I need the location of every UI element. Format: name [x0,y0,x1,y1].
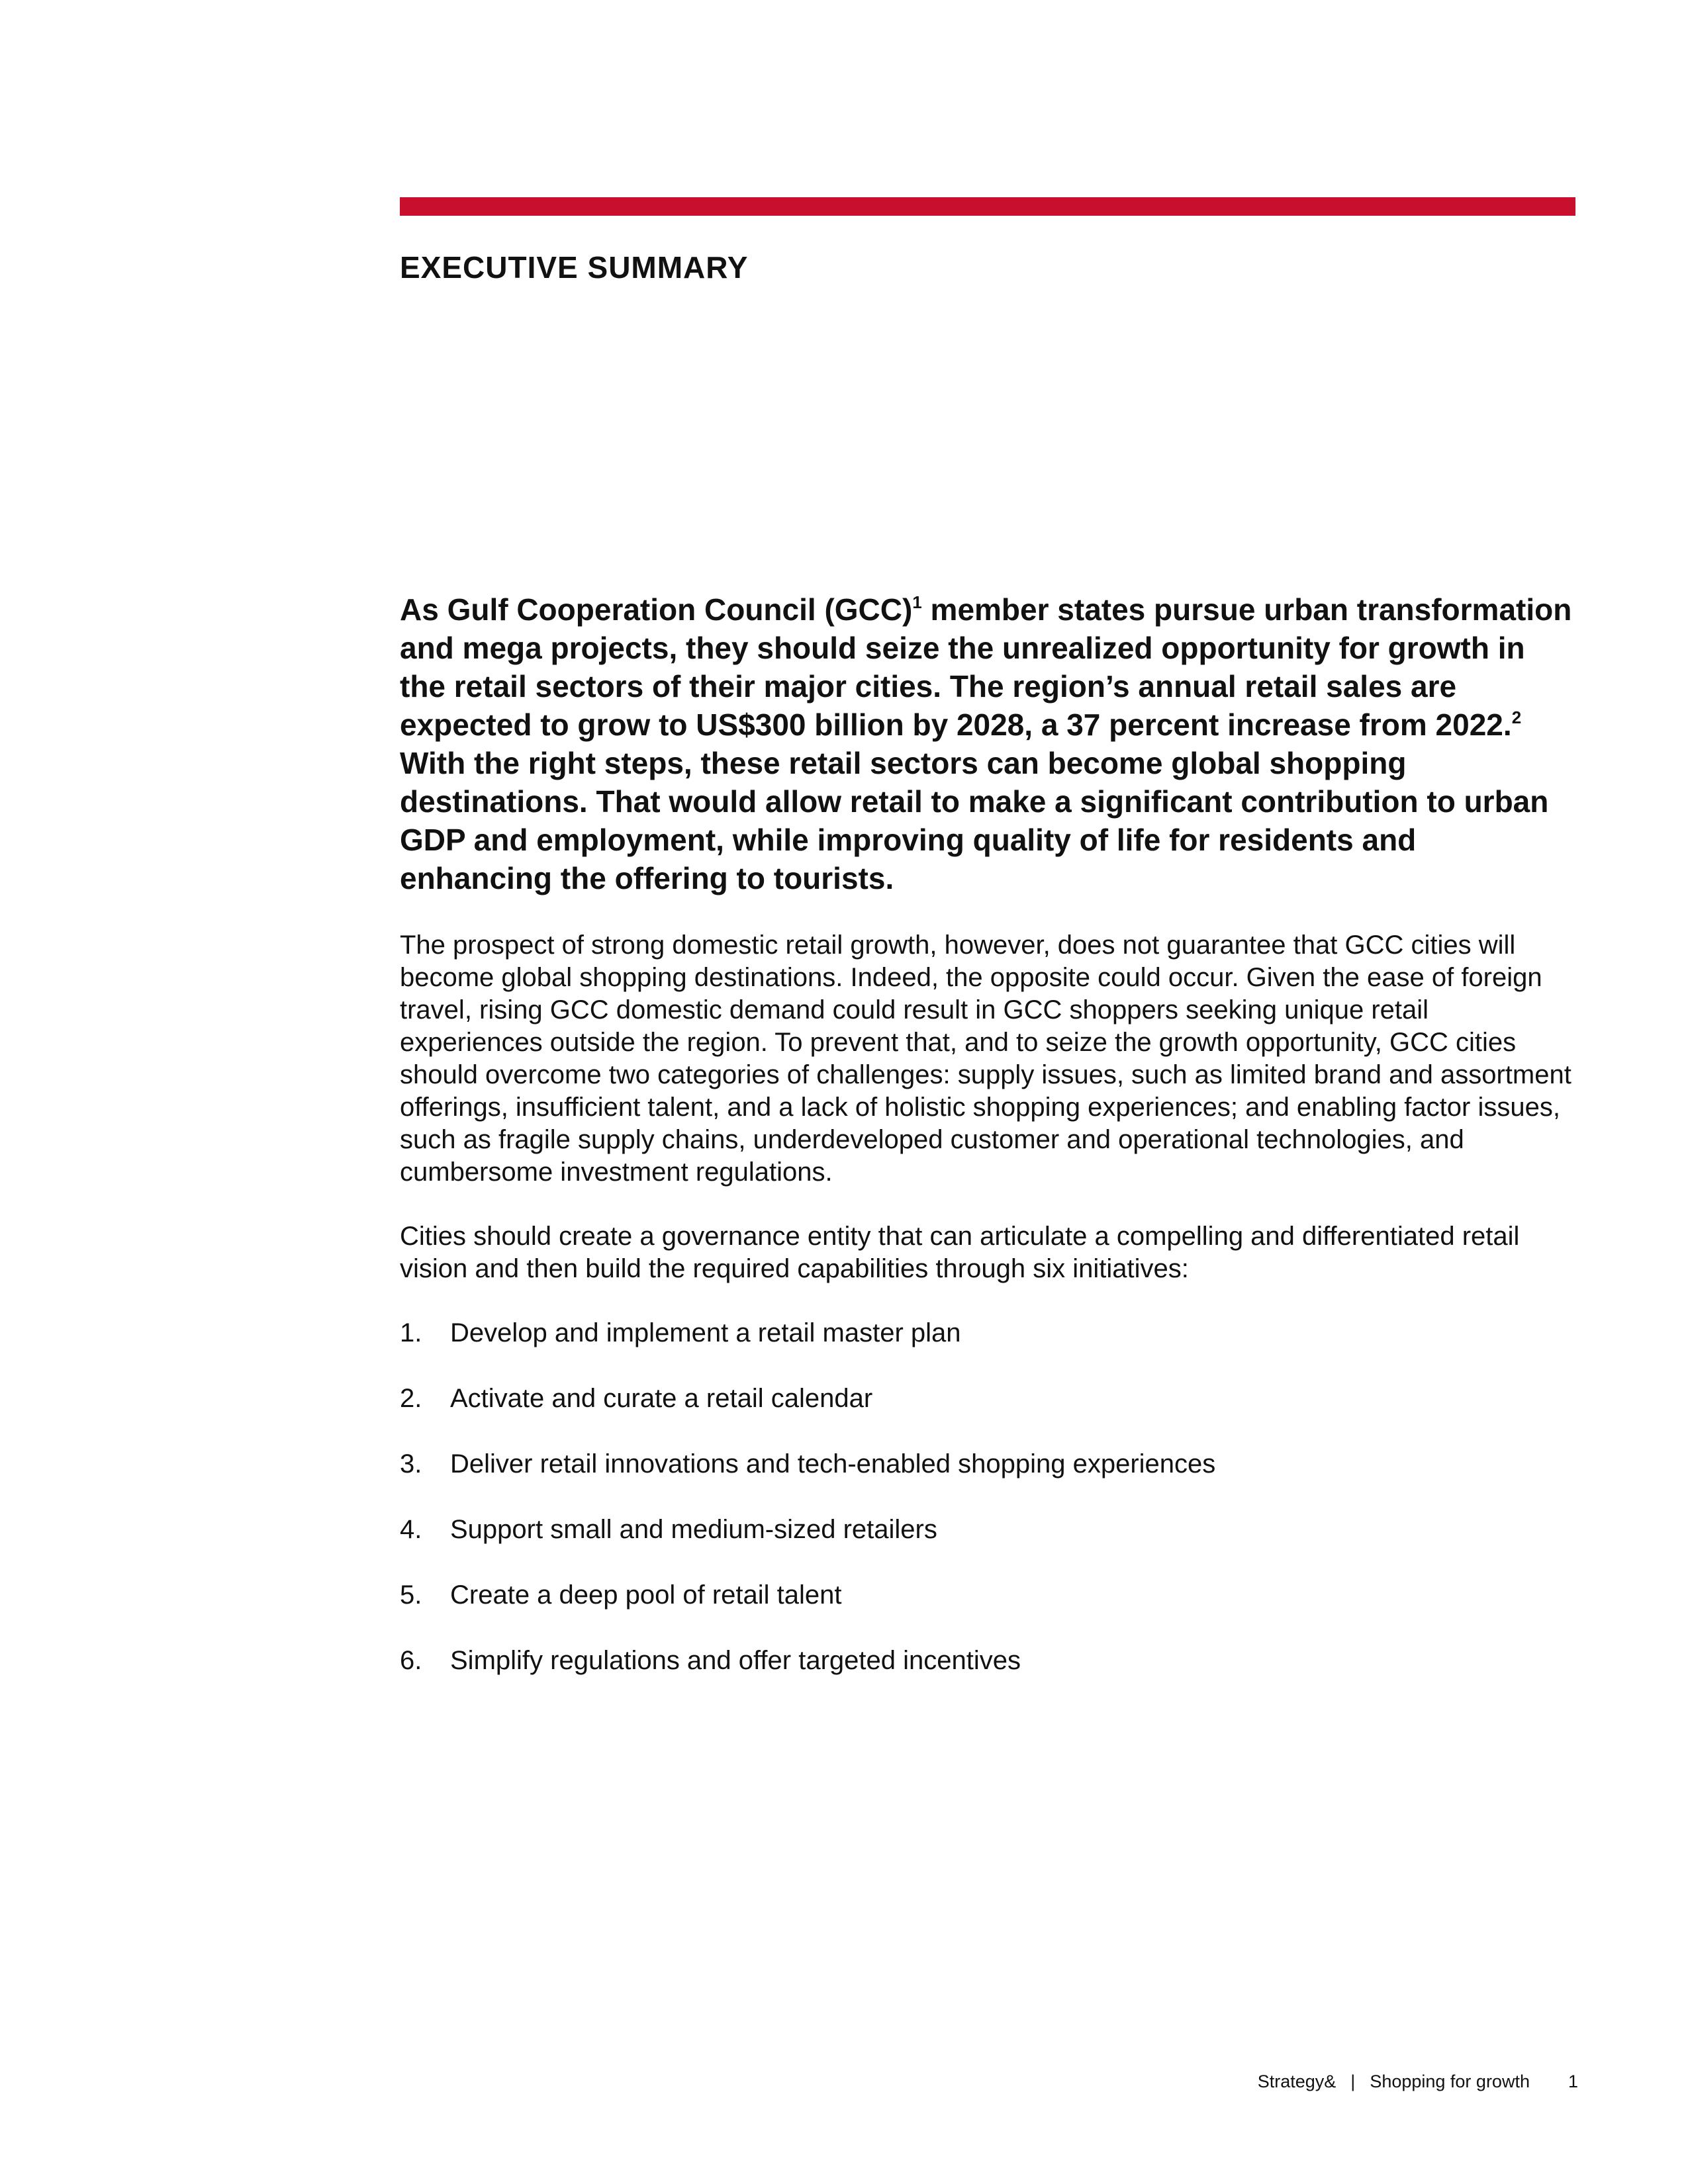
list-item-text: Deliver retail innovations and tech-enabled shopping experiences [450,1449,1216,1479]
lead-paragraph [400,590,1577,897]
header-accent-bar [400,197,1575,216]
body-paragraph-2: Cities should create a governance entity that can articulate a compelling and differentiated retail vision and then build the required capabilities through six initiatives: [400,1222,1520,1283]
list-item [400,1645,1577,1677]
main-content [400,590,1577,1710]
page-number: 1 [1568,2071,1578,2091]
initiatives-list [400,1317,1577,1677]
list-item-number: 6. [400,1646,422,1675]
list-item-text: Create a deep pool of retail talent [450,1580,842,1610]
list-item-text: Develop and implement a retail master plan [450,1318,961,1347]
list-item-text: Support small and medium-sized retailers [450,1515,937,1544]
list-item-text: Simplify regulations and offer targeted incentives [450,1646,1021,1675]
list-item [400,1514,1577,1546]
footer-separator: | [1350,2071,1356,2091]
list-item [400,1317,1577,1349]
list-item-number: 2. [400,1384,422,1413]
footer-brand: Strategy& [1257,2071,1336,2091]
list-item-number: 1. [400,1318,422,1347]
section-title: EXECUTIVE SUMMARY [400,250,749,285]
lead-text-part2: member states pursue urban transformation and mega projects, they should seize the unrealized opportunity for growth in the retail sectors of their major cities. The region’s annual retail sales are expected to grow to US$300 billion by 2028, a 37 percent increase from 2022. [400,592,1572,742]
page-footer [1258,2070,1578,2093]
footer-report-title: Shopping for growth [1370,2071,1530,2091]
lead-text-part1: As Gulf Cooperation Council (GCC) [400,592,913,627]
list-item-number: 4. [400,1515,422,1544]
body-paragraph-1: The prospect of strong domestic retail growth, however, does not guarantee that GCC cities will become global shopping destinations. Indeed, the opposite could occur. Given the ease of foreign travel, rising GCC domestic demand could result in GCC shoppers seeking unique retail experiences outside the region. To prevent that, and to seize the growth opportunity, GCC cities should overcome two categories of challenges: supply issues, such as limited brand and assortment offerings, insufficient talent, and a lack of holistic shopping experiences; and enabling factor issues, such as fragile supply chains, underdeveloped customer and operational technologies, and cumbersome investment regulations. [400,931,1571,1187]
list-item-number: 3. [400,1449,422,1479]
footnote-ref-2[interactable]: 2 [1511,707,1522,727]
list-item-number: 5. [400,1580,422,1610]
list-item [400,1383,1577,1415]
list-item [400,1448,1577,1480]
list-item [400,1579,1577,1612]
list-item-text: Activate and curate a retail calendar [450,1384,873,1413]
footnote-ref-1[interactable]: 1 [912,592,922,612]
lead-text-part3: With the right steps, these retail sectors can become global shopping destinations. That would allow retail to make a significant contribution to urban GDP and employment, while improving quality of life for residents and enhancing the offering to tourists. [400,746,1549,895]
